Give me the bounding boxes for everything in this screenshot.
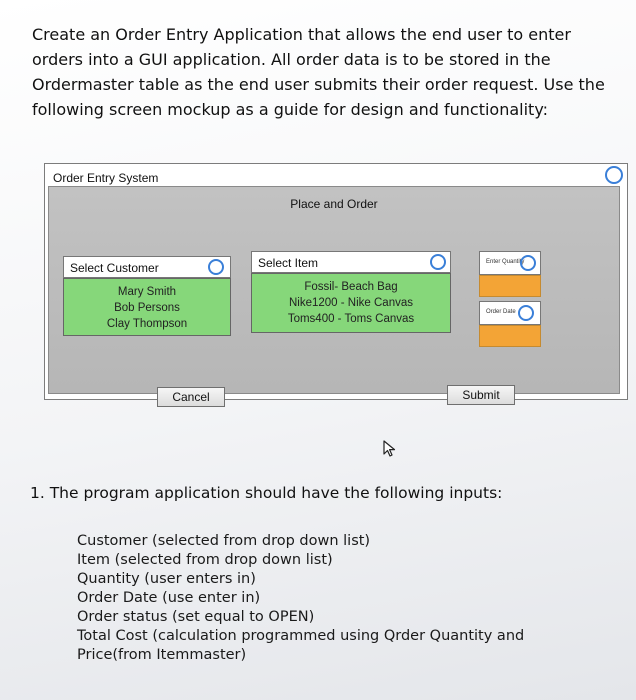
quantity-input-area[interactable]: [479, 275, 541, 297]
customer-option[interactable]: Clay Thompson: [106, 318, 188, 330]
requirements-list: [77, 532, 617, 665]
intro-paragraph: [32, 22, 632, 122]
customer-option[interactable]: Mary Smith: [117, 286, 177, 298]
list-item: Price(from Itemmaster): [77, 647, 247, 663]
submit-button[interactable]: Submit: [447, 385, 515, 405]
item-option[interactable]: Toms400 - Toms Canvas: [287, 313, 415, 325]
item-dropdown-circle-icon[interactable]: [430, 254, 446, 270]
quantity-circle-icon[interactable]: [520, 255, 536, 271]
list-item: Total Cost (calculation programmed using Qrder Quantity and: [77, 628, 525, 644]
order-entry-mockup-window: [44, 163, 628, 404]
intro-line: Ordermaster table as the end user submits their order request. Use the: [32, 75, 605, 94]
intro-line: Create an Order Entry Application that allows the end user to enter: [32, 25, 571, 44]
cancel-button[interactable]: Cancel: [157, 387, 225, 407]
window-circle-icon[interactable]: [605, 166, 623, 184]
list-item: Order Date (use enter in): [77, 590, 261, 606]
item-dropdown[interactable]: [251, 251, 451, 273]
item-option[interactable]: Nike1200 - Nike Canvas: [288, 297, 413, 309]
form-panel: [48, 186, 620, 404]
list-item: Order status (set equal to OPEN): [77, 609, 315, 625]
requirements-heading: 1. The program application should have the following inputs:: [30, 484, 503, 502]
customer-dropdown-label: Select Customer: [70, 261, 159, 275]
quantity-field-label: Enter Quantity: [486, 259, 525, 265]
order-date-field[interactable]: [479, 301, 541, 325]
item-options-list: [251, 273, 451, 333]
intro-line: orders into a GUI application. All order data is to be stored in the: [32, 50, 551, 69]
customer-dropdown[interactable]: [63, 256, 231, 278]
customer-options-list: [63, 278, 231, 336]
list-item: Customer (selected from drop down list): [77, 533, 371, 549]
intro-line: following screen mockup as a guide for design and functionality:: [32, 100, 549, 119]
window-title-bar: [45, 164, 627, 188]
quantity-field[interactable]: [479, 251, 541, 275]
list-item: Quantity (user enters in): [77, 571, 256, 587]
item-option[interactable]: Fossil- Beach Bag: [304, 281, 398, 293]
customer-dropdown-circle-icon[interactable]: [208, 259, 224, 275]
order-date-field-label: Order Date: [486, 309, 516, 315]
list-item: Item (selected from drop down list): [77, 552, 333, 568]
item-dropdown-label: Select Item: [258, 256, 319, 270]
customer-option[interactable]: Bob Persons: [114, 302, 180, 314]
mouse-pointer-icon: [382, 440, 398, 458]
window-title: Order Entry System: [53, 171, 159, 185]
form-subtitle: Place and Order: [290, 197, 378, 211]
order-date-input-area[interactable]: [479, 325, 541, 347]
order-date-circle-icon[interactable]: [518, 305, 534, 321]
